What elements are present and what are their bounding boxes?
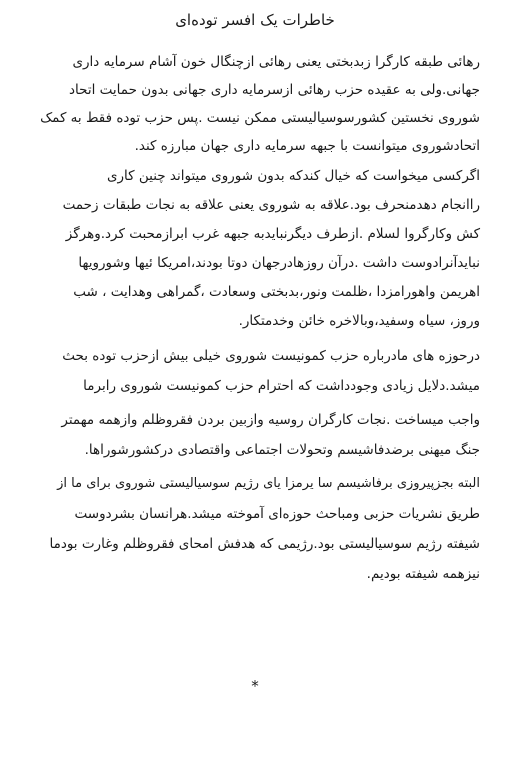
- paragraph-1-line-4: اتحادشوروی میتوانست با جبهه سرمایه داری جهان مبارزه کند.: [134, 138, 480, 154]
- paragraph-3-line-1: درحوزه های مادرباره حزب کمونیست شوروی خیلی بیش ازحزب توده بحث: [62, 348, 480, 364]
- paragraph-1-line-2: جهانی.ولی به عقیده حزب رهائی ازسرمایه داری جهانی بدون حمایت اتحاد: [69, 82, 480, 98]
- paragraph-4-line-4: نیزهمه شیفته بودیم.: [366, 566, 480, 582]
- paragraph-3-line-2: میشد.دلایل زیادی وجودداشت که احترام حزب کمونیست شوروی رابرما: [83, 378, 480, 394]
- paragraph-3-line-3: واجب میساخت .نجات کارگران روسیه وازبین بردن فقروظلم وازهمه مهمتر: [61, 412, 480, 428]
- section-separator: *: [251, 677, 259, 695]
- page-title: خاطرات یک افسر توده‌ای: [175, 11, 335, 29]
- paragraph-4-line-2: طریق نشریات حزبی ومباحث حوزه‌ای آموخته میشد.هرانسان بشردوست: [74, 506, 480, 522]
- paragraph-3-line-4: جنگ میهنی برضدفاشیسم وتحولات اجتماعی واقتصادی درکشورشوراها.: [84, 442, 480, 458]
- paragraph-2-line-5: اهریمن واهورامزدا ،ظلمت ونور،بدبختی وسعادت ،گمراهی وهدایت ، شب: [73, 284, 480, 300]
- paragraph-2-line-2: راانجام دهدمنحرف بود.علاقه به شوروی یعنی علاقه به نجات طبقات زحمت: [62, 197, 480, 213]
- paragraph-2-line-4: نبایدآنرادوست داشت .درآن روزهادرجهان دوتا بودند،امریکا ئیها وشورویها: [78, 255, 480, 271]
- paragraph-1-line-1: رهائی طبقه کارگرا زبدبختی یعنی رهائی ازچنگال خون آشام سرمایه داری: [72, 54, 480, 70]
- paragraph-4-line-3: شیفته رژیم سوسیالیستی بود.رژیمی که هدفش امحای فقروظلم وغارت بودما: [49, 536, 480, 552]
- paragraph-1-line-3: شوروی نخستین کشورسوسیالیستی ممکن نیست .پس حزب توده فقط به کمک: [40, 110, 480, 126]
- paragraph-2-line-6: وروز، سیاه وسفید،وبالاخره خائن وخدمتکار.: [238, 313, 480, 329]
- paragraph-4-line-1: البته بجزپیروزی برفاشیسم سا یرمزا یای رژیم سوسیالیستی شوروی برای ما از: [57, 476, 480, 491]
- paragraph-2-line-3: کش وکارگروا لسلام .ازطرف دیگرنبایدبه جبهه غرب ابرازمحبت کرد.وهرگز: [65, 226, 480, 242]
- paragraph-2-line-1: اگرکسی میخواست که خیال کندکه بدون شوروی میتواند چنین کاری: [106, 168, 480, 184]
